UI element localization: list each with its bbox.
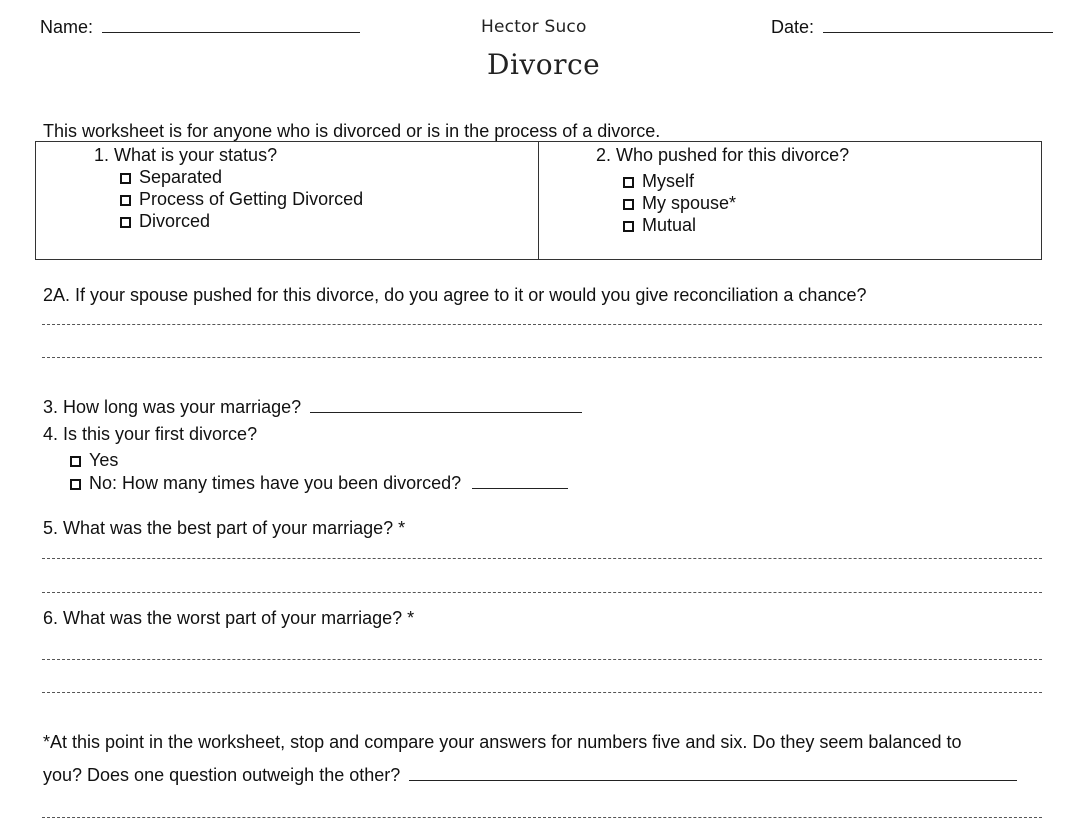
- option-label: Process of Getting Divorced: [139, 189, 364, 209]
- name-blank[interactable]: [102, 18, 360, 33]
- divorce-count-blank[interactable]: [472, 474, 568, 489]
- box-divider: [538, 141, 539, 260]
- checkbox[interactable]: [623, 177, 634, 188]
- date-blank[interactable]: [823, 18, 1053, 33]
- checkbox[interactable]: [120, 173, 131, 184]
- checkbox[interactable]: [70, 456, 81, 467]
- option-label: My spouse*: [642, 193, 737, 213]
- date-label: Date:: [771, 17, 815, 37]
- note-line-2-row: [43, 764, 1017, 786]
- q2-option-mutual[interactable]: [623, 214, 696, 236]
- note-line-1: *At this point in the worksheet, stop and compare your answers for numbers five and six. Do they seem balanced to: [43, 732, 962, 752]
- q5-question: 5. What was the best part of your marriage? *: [43, 518, 406, 538]
- option-label: No: How many times have you been divorced?: [89, 473, 462, 493]
- q4-question: 4. Is this your first divorce?: [43, 424, 258, 444]
- q1-question: 1. What is your status?: [94, 145, 278, 165]
- option-label: Yes: [89, 450, 119, 470]
- q2-option-myself[interactable]: [623, 170, 694, 192]
- option-label: Mutual: [642, 215, 697, 235]
- author-name: Hector Suco: [481, 17, 587, 37]
- option-label: Divorced: [139, 211, 211, 231]
- q4-option-yes[interactable]: [70, 449, 118, 471]
- answer-line[interactable]: [42, 357, 1042, 358]
- q3-answer-blank[interactable]: [310, 398, 582, 413]
- checkbox[interactable]: [623, 221, 634, 232]
- q4-option-no[interactable]: [70, 472, 568, 494]
- name-label: Name:: [40, 17, 94, 37]
- note-answer-blank[interactable]: [409, 766, 1017, 781]
- q1-option-divorced[interactable]: [120, 210, 210, 232]
- q6-question: 6. What was the worst part of your marriage? *: [43, 608, 415, 628]
- answer-line[interactable]: [42, 592, 1042, 593]
- q1-option-process[interactable]: [120, 188, 363, 210]
- name-field-row: [40, 16, 360, 38]
- checkbox[interactable]: [70, 479, 81, 490]
- note-line-2: you? Does one question outweigh the other?: [43, 765, 401, 785]
- q2a-question: 2A. If your spouse pushed for this divorce, do you agree to it or would you give reconciliation a chance?: [43, 285, 867, 305]
- q2-question: 2. Who pushed for this divorce?: [596, 145, 850, 165]
- option-label: Separated: [139, 167, 223, 187]
- checkbox[interactable]: [623, 199, 634, 210]
- answer-line[interactable]: [42, 817, 1042, 818]
- answer-line[interactable]: [42, 659, 1042, 660]
- q3-row: [43, 396, 582, 418]
- checkbox[interactable]: [120, 195, 131, 206]
- page-title: Divorce: [487, 48, 601, 81]
- date-field-row: [771, 16, 1053, 38]
- answer-line[interactable]: [42, 558, 1042, 559]
- q1-option-separated[interactable]: [120, 166, 222, 188]
- checkbox[interactable]: [120, 217, 131, 228]
- q2-option-spouse[interactable]: [623, 192, 736, 214]
- option-label: Myself: [642, 171, 695, 191]
- q3-question: 3. How long was your marriage?: [43, 397, 302, 417]
- intro-text: This worksheet is for anyone who is divorced or is in the process of a divorce.: [43, 121, 661, 141]
- answer-line[interactable]: [42, 692, 1042, 693]
- answer-line[interactable]: [42, 324, 1042, 325]
